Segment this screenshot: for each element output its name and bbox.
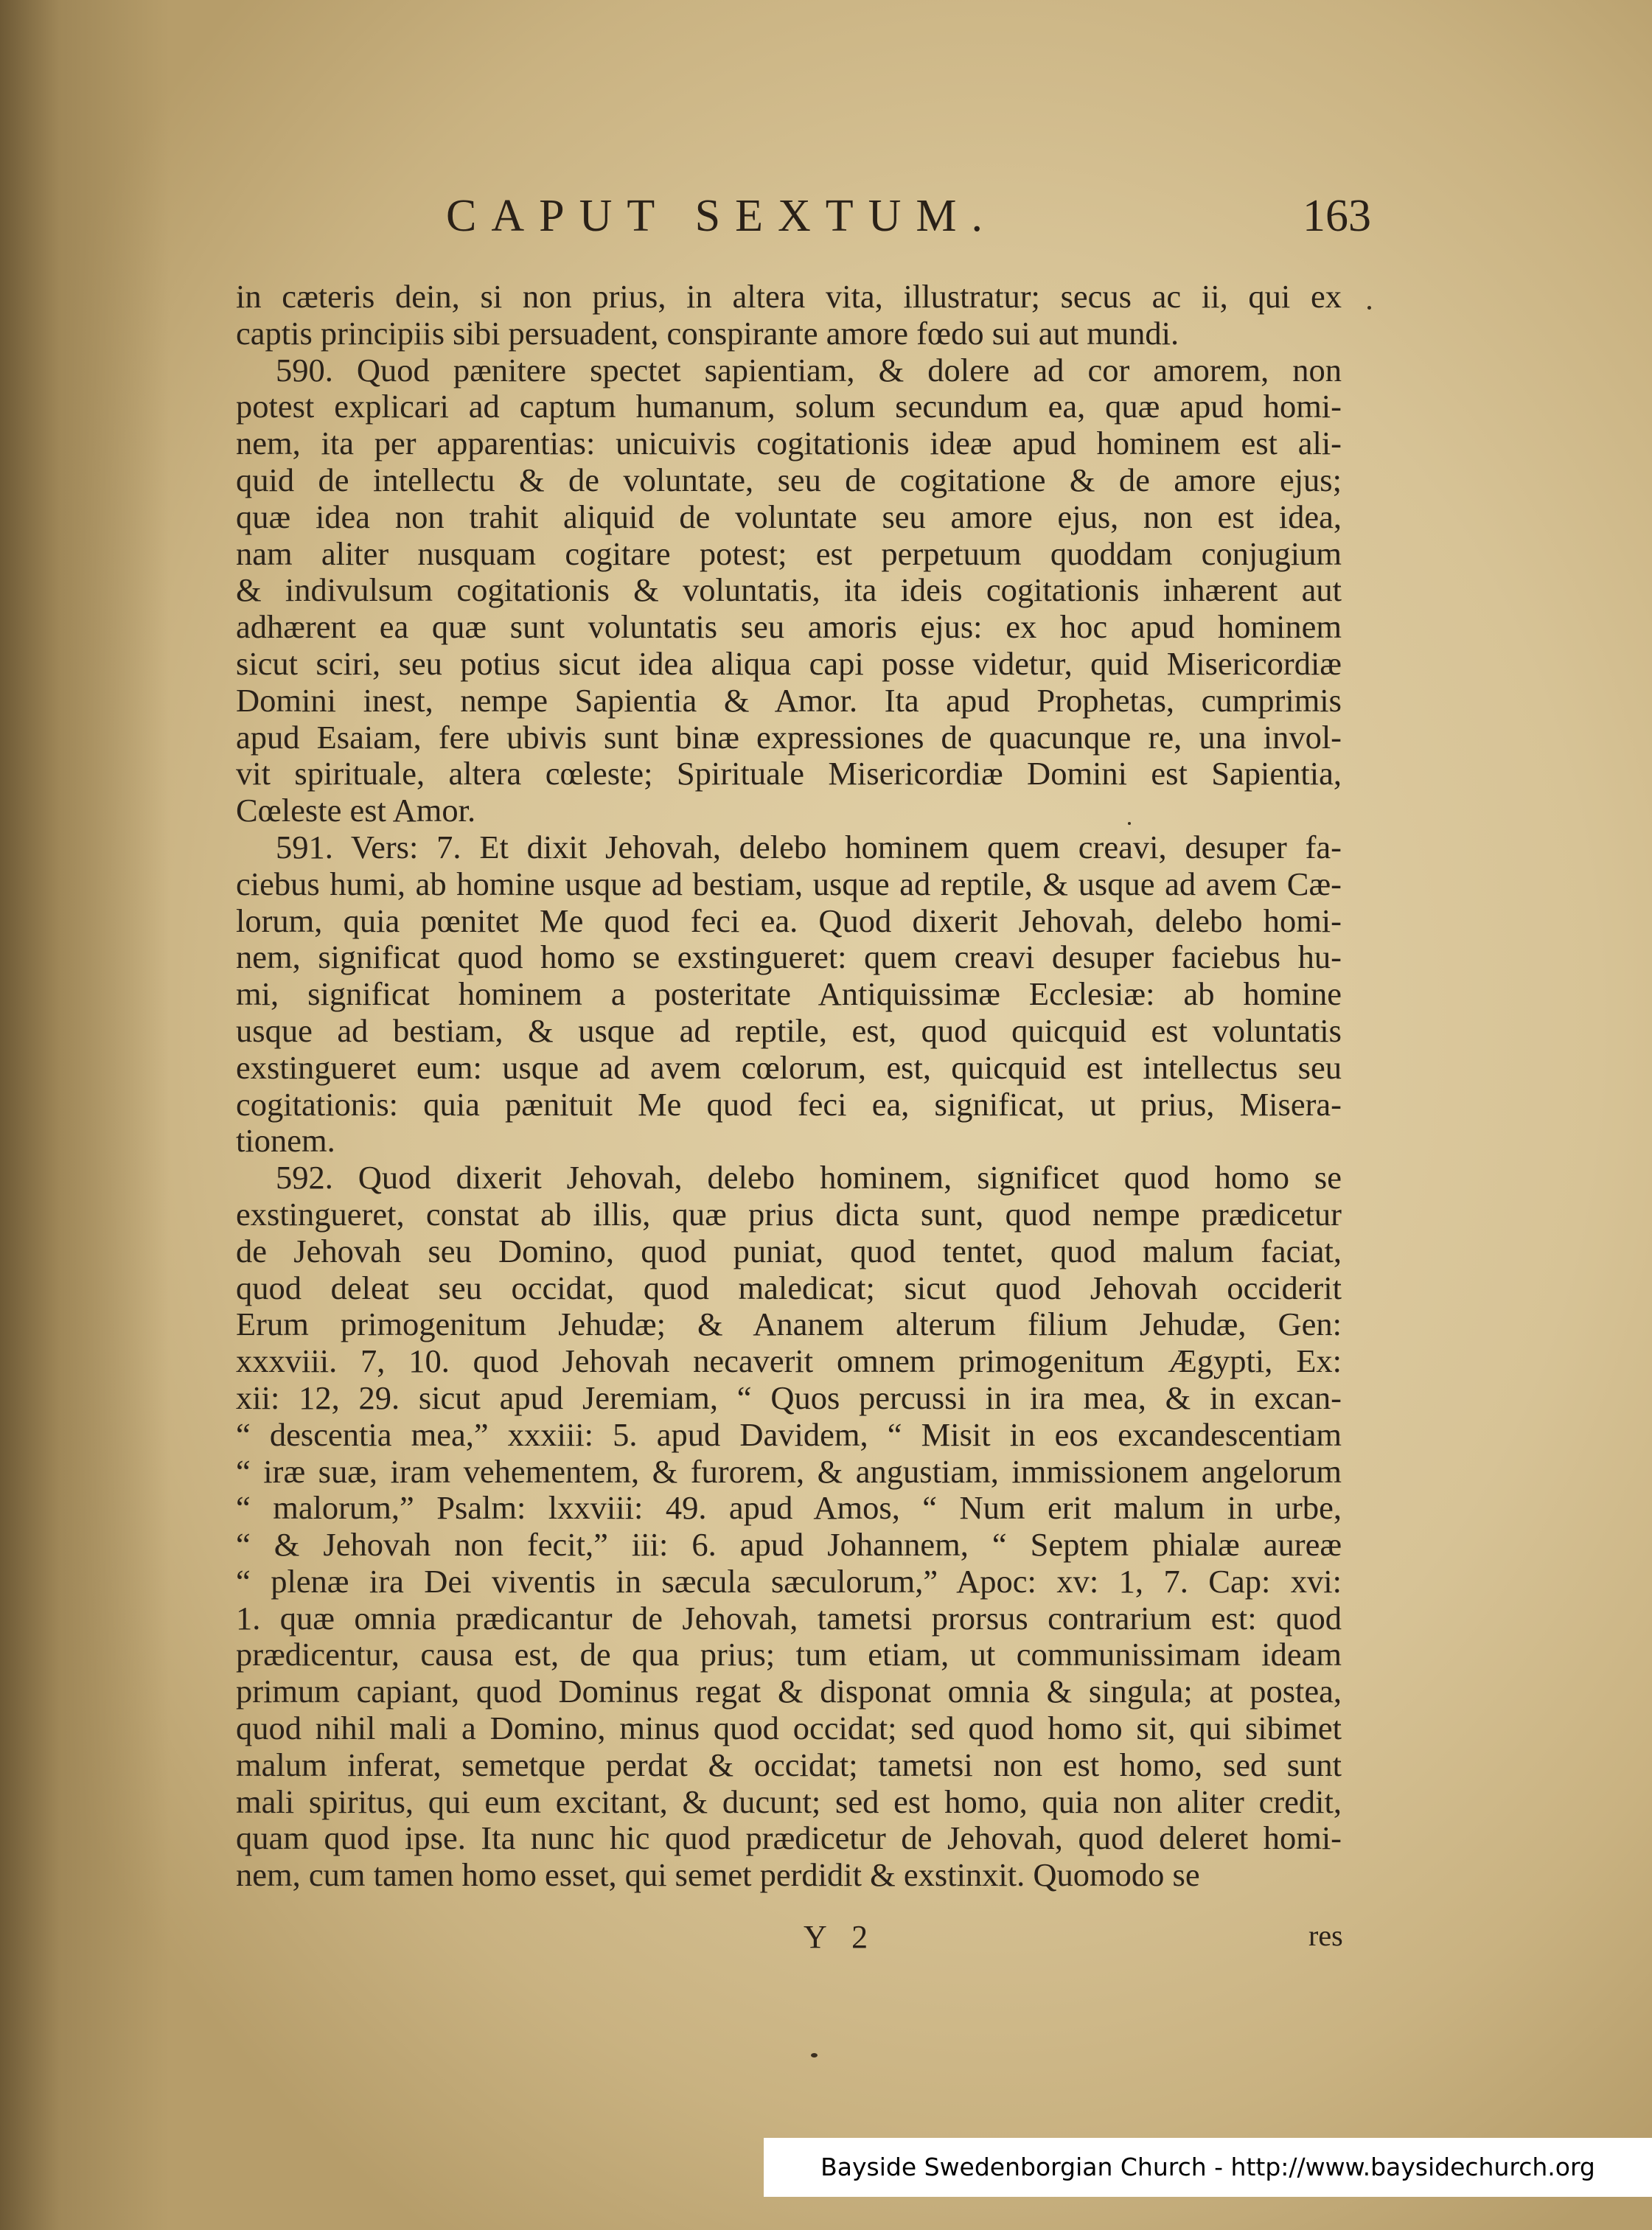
text-line: apud Esaiam, fere ubivis sunt binæ expressiones de quacunque re, una invol- bbox=[236, 719, 1342, 756]
text-line: prædicentur, causa est, de qua prius; tum etiam, ut communissimam ideam bbox=[236, 1637, 1342, 1673]
text-line: mi, significat hominem a posteritate Antiquissimæ Ecclesiæ: ab homine bbox=[236, 976, 1342, 1013]
catchword: res bbox=[1308, 1919, 1343, 1952]
text-line: malum inferat, semetque perdat & occidat; tametsi non est homo, sed sunt bbox=[236, 1746, 1342, 1783]
text-line: 1. quæ omnia prædicantur de Jehovah, tametsi prorsus contrarium est: quod bbox=[236, 1600, 1342, 1637]
text-line: xxxviii. 7, 10. quod Jehovah necaverit omnem primogenitum Ægypti, Ex: bbox=[236, 1343, 1342, 1380]
text-line: “ malorum,” Psalm: lxxviii: 49. apud Amos, “ Num erit malum in urbe, bbox=[236, 1490, 1342, 1527]
text-line: Cœleste est Amor. bbox=[236, 792, 476, 829]
running-head bbox=[221, 190, 1371, 257]
text-line: quam quod ipse. Ita nunc hic quod prædicetur de Jehovah, quod deleret homi- bbox=[236, 1820, 1342, 1857]
text-line: mali spiritus, qui eum excitant, & ducunt; sed est homo, quia non aliter credit, bbox=[236, 1783, 1342, 1820]
text-line: “ iræ suæ, iram vehementem, & furorem, & angustiam, immissionem angelorum bbox=[236, 1453, 1342, 1490]
text-line: tionem. bbox=[236, 1122, 335, 1160]
text-line: Erum primogenitum Jehudæ; & Ananem alterum filium Jehudæ, Gen: bbox=[236, 1306, 1342, 1343]
text-line: ciebus humi, ab homine usque ad bestiam, usque ad reptile, & usque ad avem Cæ- bbox=[236, 865, 1342, 902]
text-line: primum capiant, quod Dominus regat & disponat omnia & singula; at postea, bbox=[236, 1673, 1342, 1710]
text-line: “ descentia mea,” xxxiii: 5. apud Davidem, “ Misit in eos excandescentiam bbox=[236, 1416, 1342, 1453]
text-line: quod nihil mali a Domino, minus quod occidat; sed quod homo sit, qui sibimet bbox=[236, 1710, 1342, 1747]
text-line: exstingueret eum: usque ad avem cœlorum, est, quicquid est intellectus seu bbox=[236, 1049, 1342, 1086]
text-line: captis principiis sibi persuadent, conspirante amore fœdo sui aut mundi. bbox=[236, 314, 1179, 352]
text-line: nam aliter nusquam cogitare potest; est perpetuum quoddam conjugium bbox=[236, 535, 1342, 572]
signature-mark: Y 2 bbox=[804, 1919, 877, 1955]
text-line: xii: 12, 29. sicut apud Jeremiam, “ Quos percussi in ira mea, & in excan- bbox=[236, 1379, 1342, 1416]
text-line: nem, ita per apparentias: unicuivis cogitationis ideæ apud hominem est ali- bbox=[236, 425, 1342, 462]
text-line: usque ad bestiam, & usque ad reptile, est, quod quicquid est voluntatis bbox=[236, 1012, 1342, 1049]
text-line: 592. Quod dixerit Jehovah, delebo hominem, significet quod homo se bbox=[276, 1160, 1342, 1196]
text-line: & indivulsum cogitationis & voluntatis, ita ideis cogitationis inhærent aut bbox=[236, 572, 1342, 609]
text-line: nem, cum tamen homo esset, qui semet perdidit & exstinxit. Quomodo se bbox=[236, 1856, 1200, 1894]
text-line: potest explicari ad captum humanum, solum secundum ea, quæ apud homi- bbox=[236, 388, 1342, 425]
chapter-title: CAPUT SEXTUM. bbox=[446, 191, 998, 241]
text-line: 591. Vers: 7. Et dixit Jehovah, delebo hominem quem creavi, desuper fa- bbox=[276, 829, 1342, 865]
text-line: in cæteris dein, si non prius, in altera vita, illustratur; secus ac ii, qui ex bbox=[236, 279, 1342, 315]
text-line: quid de intellectu & de voluntate, seu de cogitatione & de amore ejus; bbox=[236, 461, 1342, 498]
paper-speck bbox=[811, 2053, 818, 2057]
text-line: lorum, quia pœnitet Me quod feci ea. Quod dixerit Jehovah, delebo homi- bbox=[236, 902, 1342, 939]
body-text bbox=[236, 279, 1342, 1894]
text-line: cogitationis: quia pænituit Me quod feci ea, significat, ut prius, Misera- bbox=[236, 1086, 1342, 1123]
text-line: vit spirituale, altera cœleste; Spirituale Misericordiæ Domini est Sapientia, bbox=[236, 756, 1342, 792]
text-line: 590. Quod pænitere spectet sapientiam, & dolere ad cor amorem, non bbox=[276, 352, 1342, 388]
text-line: nem, significat quod homo se exstingueret: quem creavi desuper faciebus hu- bbox=[236, 939, 1342, 976]
text-line: quod deleat seu occidat, quod maledicat; sicut quod Jehovah occiderit bbox=[236, 1269, 1342, 1306]
text-line: de Jehovah seu Domino, quod puniat, quod tentet, quod malum faciat, bbox=[236, 1233, 1342, 1269]
text-line: exstingueret, constat ab illis, quæ prius dicta sunt, quod nempe prædicetur bbox=[236, 1196, 1342, 1233]
page-gutter-shadow bbox=[0, 0, 170, 2230]
paper-speck bbox=[1367, 306, 1371, 310]
text-line: sicut sciri, seu potius sicut idea aliqua capi posse videtur, quid Misericordiæ bbox=[236, 645, 1342, 682]
page-number: 163 bbox=[1303, 191, 1371, 241]
text-line: “ plenæ ira Dei viventis in sæcula sæculorum,” Apoc: xv: 1, 7. Cap: xvi: bbox=[236, 1563, 1342, 1600]
watermark-banner: Bayside Swedenborgian Church - http://www.baysidechurch.org bbox=[764, 2138, 1652, 2197]
text-line: quæ idea non trahit aliquid de voluntate seu amore ejus, non est idea, bbox=[236, 498, 1342, 535]
text-line: “ & Jehovah non fecit,” iii: 6. apud Johannem, “ Septem phialæ aureæ bbox=[236, 1527, 1342, 1564]
text-line: Domini inest, nempe Sapientia & Amor. Ita apud Prophetas, cumprimis bbox=[236, 682, 1342, 719]
text-line: adhærent ea quæ sunt voluntatis seu amoris ejus: ex hoc apud hominem bbox=[236, 609, 1342, 646]
paper-speck bbox=[1128, 822, 1131, 825]
